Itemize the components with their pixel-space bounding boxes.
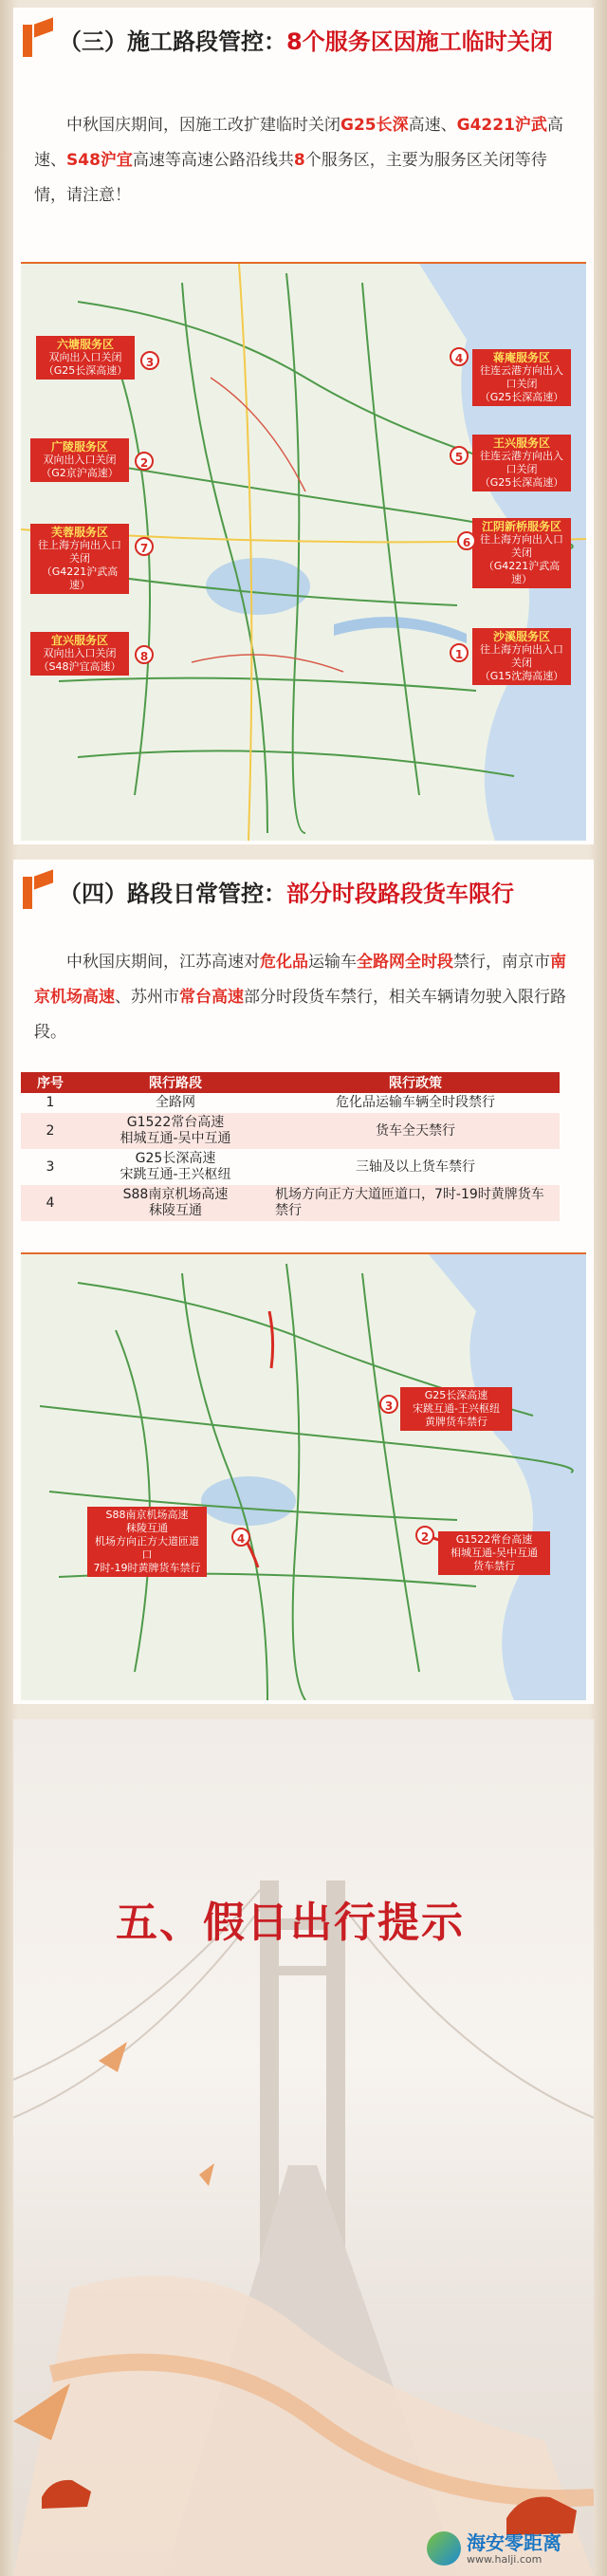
site-watermark [427,2528,598,2569]
service-area-callout: 蒋庵服务区 往连云港方向出入口关闭 （G25长深高速） [472,349,571,406]
callout-number-badge: 6 [457,531,476,550]
section-paragraph: 中秋国庆期间，江苏高速对危化品运输车全路网全时段禁行，南京市南京机场高速、苏州市常台高速部分时段货车禁行，相关车辆请勿驶入限行路段。 [34,953,566,1042]
table-row: 4 S88南京机场高速 秣陵互通 机场方向正方大道匝道口，7时-19时黄牌货车禁行 [21,1185,560,1221]
section-header [21,869,514,913]
callout-number-badge: 2 [135,452,154,471]
holiday-tips-title: 五、假日出行提示 [116,1899,465,1947]
service-area-callout: 广陵服务区 双向出入口关闭 （G2京沪高速） [30,438,129,482]
restriction-callout: G25长深高速 宋跳互通-王兴枢纽 黄牌货车禁行 [400,1387,512,1431]
callout-number-badge: 8 [135,645,154,664]
map-roads [21,1254,586,1700]
table-header: 限行政策 [271,1072,560,1093]
table-row: 2 G1522常台高速 相城互通-吴中互通 货车全天禁行 [21,1113,560,1149]
section-title: （四）路段日常管控：部分时段路段货车限行 [59,880,514,907]
callout-number-badge: 3 [140,351,159,370]
table-header: 序号 [21,1072,80,1093]
service-area-callout: 宜兴服务区 双向出入口关闭 （S48沪宜高速） [30,632,129,676]
restriction-callout: S88南京机场高速 秣陵互通 机场方向正方大道匝道口 7时-19时黄牌货车禁行 [87,1507,207,1577]
watermark-name: 海安零距离 [467,2530,561,2554]
callout-number-badge: 4 [231,1528,250,1547]
service-area-callout: 六塘服务区 双向出入口关闭 （G25长深高速） [36,336,135,380]
bridge-illustration [13,1719,594,2576]
watermark-logo-icon [427,2531,461,2566]
section-header [21,17,553,61]
section-paragraph: 中秋国庆期间，因施工改扩建临时关闭G25长深高速、G4221沪武高速、S48沪宜高速等高速公路沿线共8个服务区，主要为服务区关闭等待情，请注意！ [34,116,563,205]
callout-number-badge: 1 [450,643,469,662]
section-flag-icon [21,19,53,59]
restriction-map [21,1252,586,1700]
section-flag-icon [21,871,53,911]
table-row: 3 G25长深高速 宋跳互通-王兴枢纽 三轴及以上货车禁行 [21,1149,560,1185]
service-area-callout: 芙蓉服务区 往上海方向出入口关闭 （G4221沪武高速） [30,524,129,594]
callout-number-badge: 5 [450,446,469,465]
service-area-map [21,262,586,841]
callout-number-badge: 4 [450,347,469,366]
callout-number-badge: 3 [379,1395,398,1414]
callout-number-badge: 2 [415,1526,434,1545]
service-area-callout: 王兴服务区 往连云港方向出入口关闭 （G25长深高速） [472,435,571,491]
service-area-callout: 江阴新桥服务区 往上海方向出入口关闭 （G4221沪武高速） [472,518,571,588]
service-area-callout: 沙溪服务区 往上海方向出入口关闭 （G15沈海高速） [472,628,571,685]
callout-number-badge: 7 [135,537,154,556]
section-title: （三）施工路段管控：8个服务区因施工临时关闭 [59,28,553,55]
table-header: 限行路段 [80,1072,271,1093]
holiday-tips-banner [13,1719,594,2576]
restriction-callout: G1522常台高速 相城互通-吴中互通 货车禁行 [438,1531,550,1575]
table-row: 1 全路网 危化品运输车辆全时段禁行 [21,1093,560,1113]
watermark-url: www.halji.com [467,2552,543,2566]
restriction-table [21,1072,560,1221]
section-construction-control [13,8,594,844]
